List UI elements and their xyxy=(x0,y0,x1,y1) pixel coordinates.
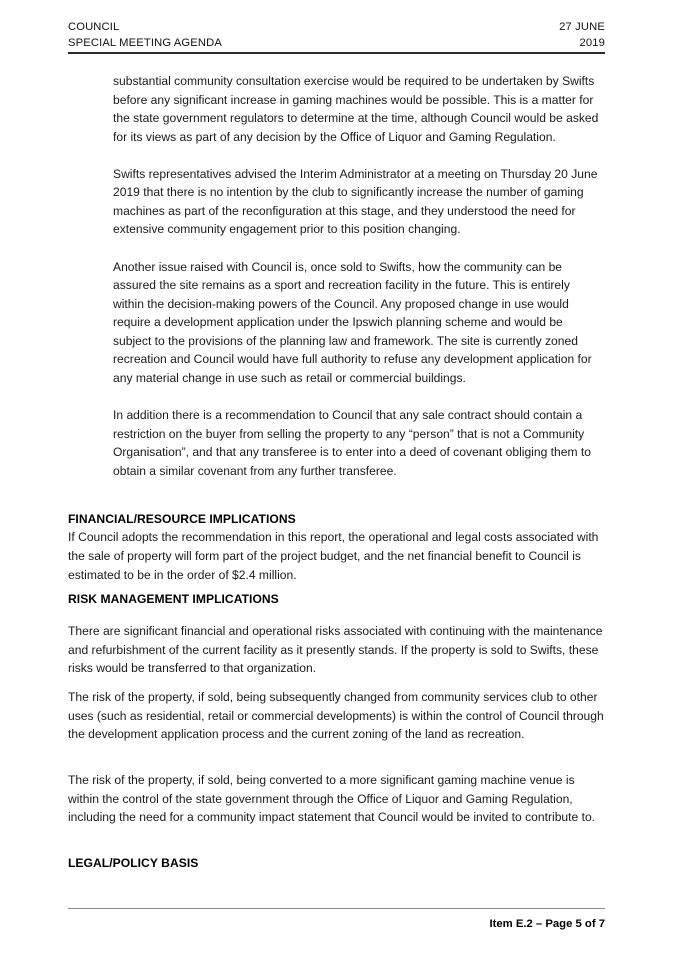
header-organisation: COUNCIL xyxy=(68,21,120,33)
header-row-top xyxy=(68,20,605,36)
header-row-bottom xyxy=(68,36,605,52)
legal-policy-basis-section xyxy=(68,854,606,872)
risk-management-paragraph: The risk of the property, if sold, being subsequently changed from community services club to other uses (such as residential, retail or commercial developments) is within the control of Council through the development application process and the current zoning of the land as recreation. xyxy=(68,690,604,742)
risk-paragraph-wrap-2 xyxy=(68,688,608,744)
document-running-header xyxy=(68,20,605,54)
footer-divider xyxy=(68,908,605,909)
body-paragraph: substantial community consultation exercise would be required to be undertaken by Swifts before any significant increase in gaming machines would be possible. This is a matter for the state government regulators to determine at the time, although Council would be asked for its views as part of any decision by the Office of Liquor and Gaming Regulation. xyxy=(113,74,599,144)
header-date-day-month: 27 JUNE xyxy=(559,21,605,33)
legal-policy-basis-heading: LEGAL/POLICY BASIS xyxy=(68,856,199,870)
header-date-year: 2019 xyxy=(579,36,605,49)
body-paragraph: Swifts representatives advised the Interim Administrator at a meeting on Thursday 20 June 2019 that there is no intention by the club to significantly increase the number of gaming machines as part of the reconfiguration at this stage, and they understood the need for extensive community engagement prior to this position changing. xyxy=(113,166,598,237)
risk-management-paragraph: The risk of the property, if sold, being converted to a more significant gaming machine venue is within the control of the state government through the Office of Liquor and Gaming Regulation, including the need for a community impact statement that Council would be invited to contribute to. xyxy=(68,773,596,825)
body-paragraph: In addition there is a recommendation to Council that any sale contract should contain a restriction on the buyer from selling the property to any “person” that is not a Community Organisation”, and that any transferee is to enter into a deed of covenant obliging them to obtain a similar covenant from any further transferee. xyxy=(113,407,592,478)
risk-management-paragraph: There are significant financial and operational risks associated with continuing with the maintenance and refurbishment of the current facility as it presently stands. If the property is sold to Swifts, these risks would be transferred to that organization. xyxy=(68,624,603,676)
risk-management-heading: RISK MANAGEMENT IMPLICATIONS xyxy=(68,592,279,606)
body-paragraph: Another issue raised with Council is, once sold to Swifts, how the community can be assured the site remains as a sport and recreation facility in the future. This is entirely within the decision-making powers of the Council. Any proposed change in use would require a development application under the Ipswich planning scheme and would be subject to the provisions of the planning law and framework. The site is currently zoned recreation and Council would have full authority to refuse any development application for any material change in use such as retail or commercial buildings. xyxy=(113,259,592,385)
risk-paragraph-wrap-1 xyxy=(68,622,608,678)
indented-body-block xyxy=(113,72,599,480)
footer-page-label: Item E.2 – Page 5 of 7 xyxy=(489,918,605,930)
risk-paragraph-wrap-3 xyxy=(68,771,608,827)
document-running-footer xyxy=(68,908,605,932)
financial-implications-paragraph: If Council adopts the recommendation in this report, the operational and legal costs associated with the sale of property will form part of the project budget, and the net financial benefit to Council is estimated to be in the order of $2.4 million. xyxy=(68,530,599,582)
risk-management-section-heading-wrap xyxy=(68,590,606,608)
financial-implications-heading: FINANCIAL/RESOURCE IMPLICATIONS xyxy=(68,512,296,526)
financial-implications-section xyxy=(68,510,606,584)
header-divider xyxy=(68,52,605,54)
header-document-type: SPECIAL MEETING AGENDA xyxy=(68,36,222,49)
